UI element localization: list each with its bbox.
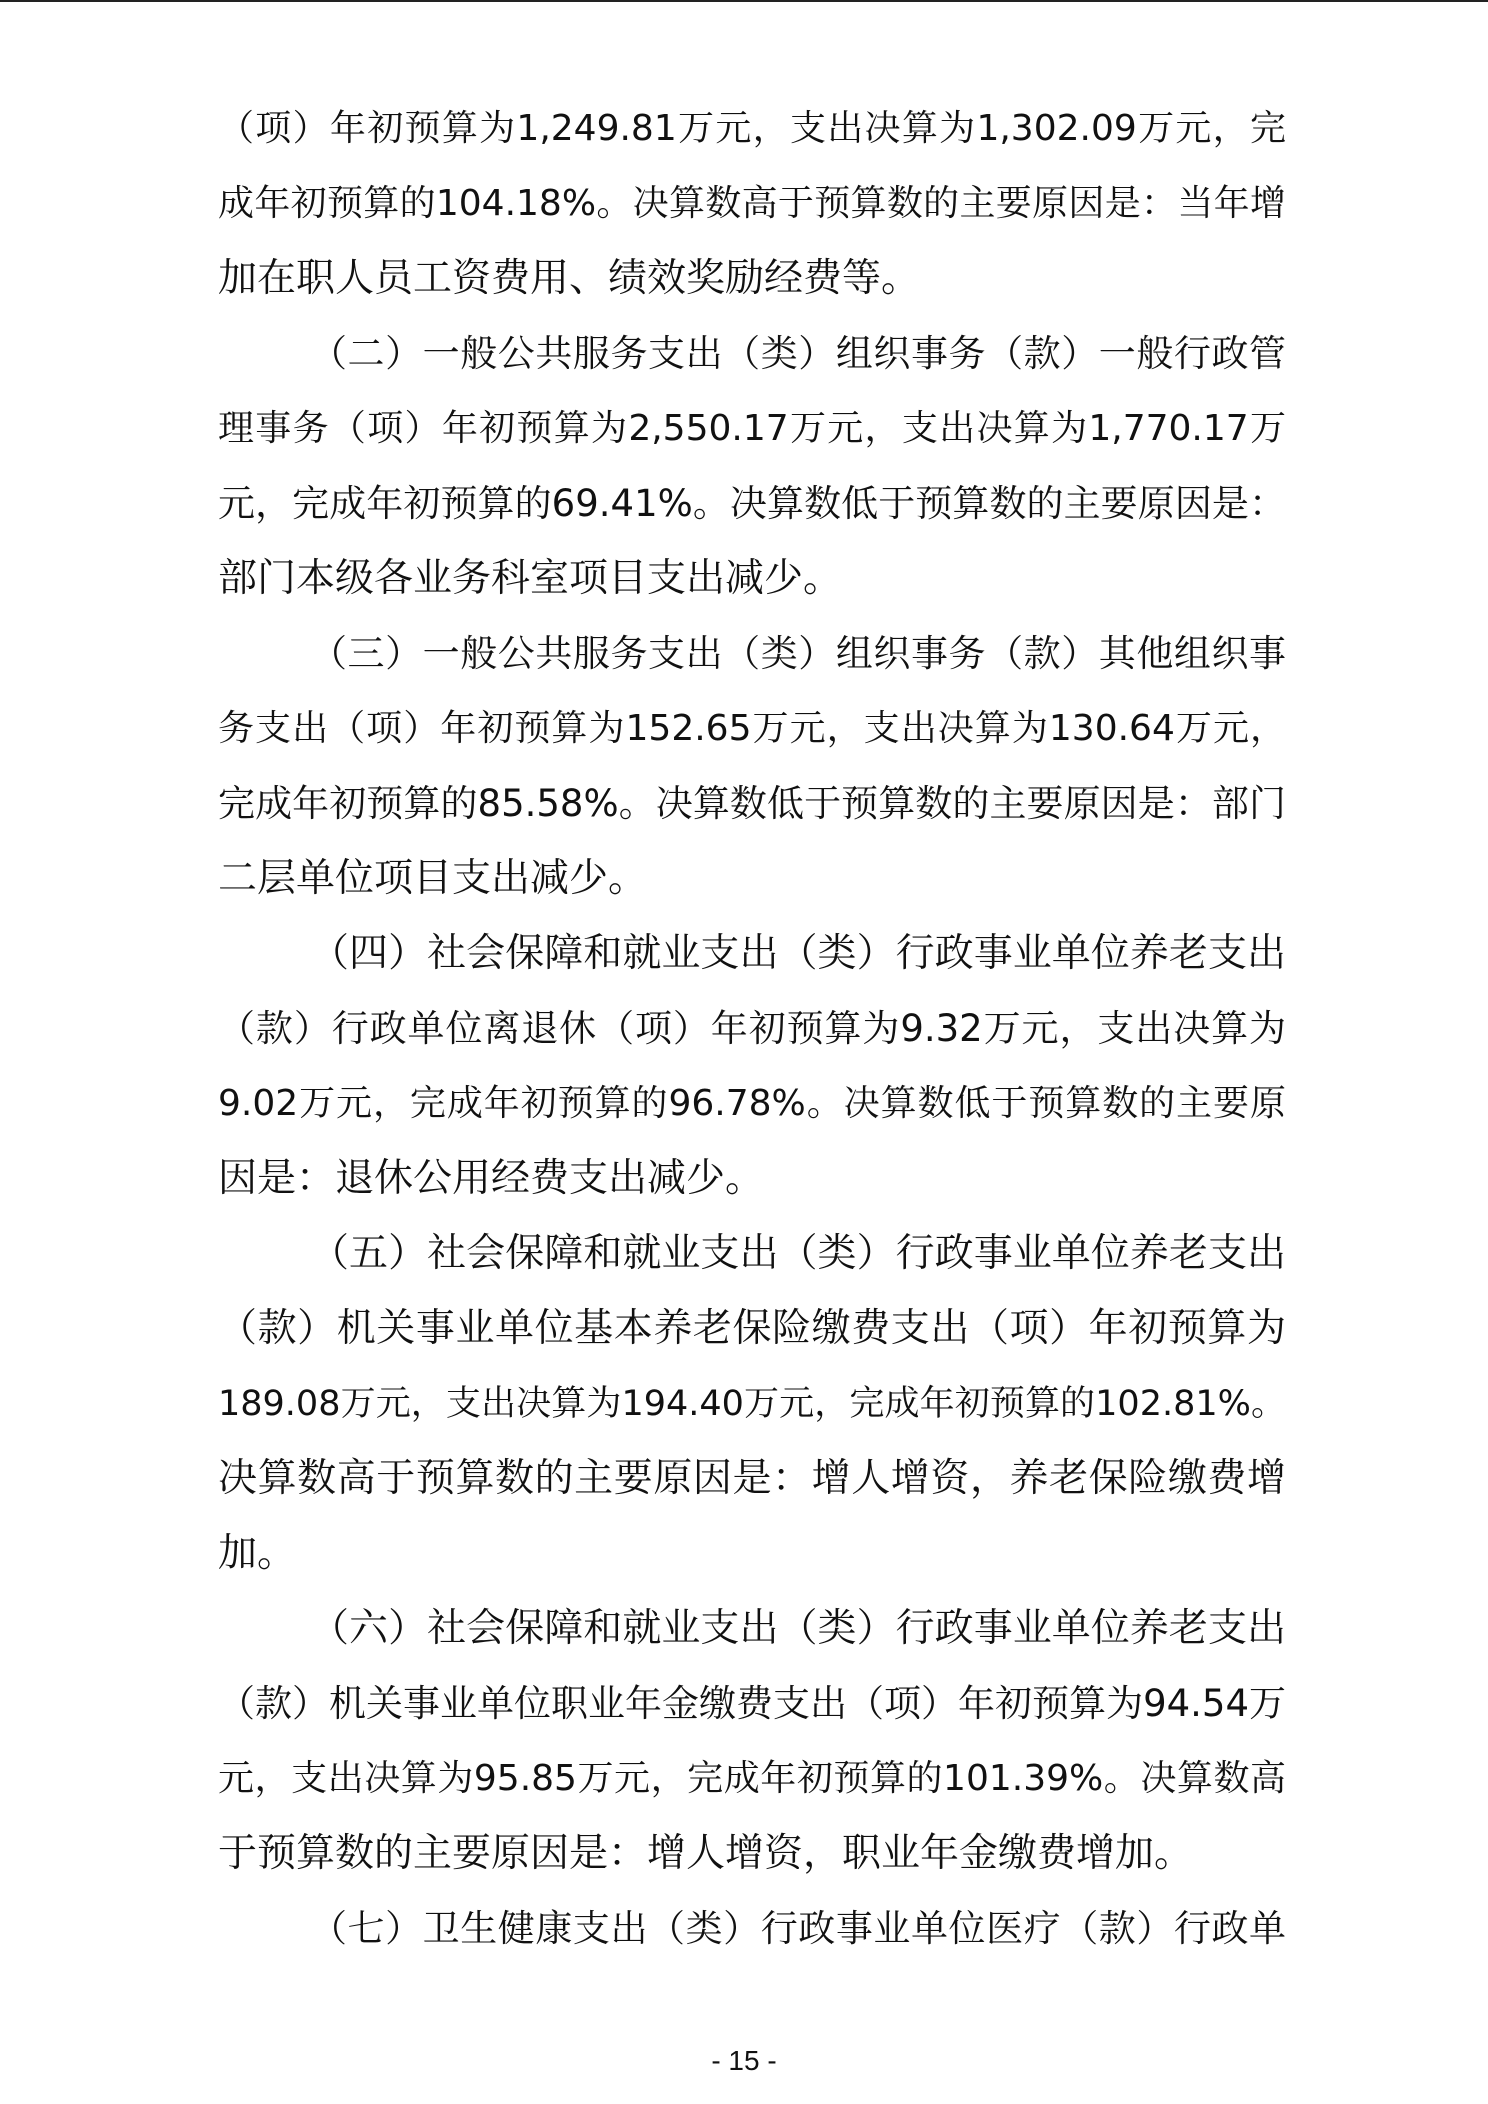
text-line: 加在职人员工资费用、绩效奖励经费等。 xyxy=(218,256,921,301)
text-line: 二层单位项目支出减少。 xyxy=(218,856,648,901)
document-body xyxy=(218,100,1286,1975)
text-line: （款）机关事业单位基本养老保险缴费支出（项）年初预算为 xyxy=(218,1306,1286,1351)
text-line: （三）一般公共服务支出（类）组织事务（款）其他组织事 xyxy=(310,632,1286,675)
paragraph-expense-item-1-continuation xyxy=(218,100,1286,325)
text-line: 因是：退休公用经费支出减少。 xyxy=(218,1156,765,1201)
text-line: （项）年初预算为1,249.81万元，支出决算为1,302.09万元，完 xyxy=(218,108,1286,149)
text-line: 加。 xyxy=(218,1531,297,1576)
text-line: （七）卫生健康支出（类）行政事业单位医疗（款）行政单 xyxy=(310,1907,1286,1950)
text-line: 189.08万元，支出决算为194.40万元，完成年初预算的102.81%。 xyxy=(218,1384,1286,1424)
text-line: （二）一般公共服务支出（类）组织事务（款）一般行政管 xyxy=(310,332,1286,375)
paragraph-expense-item-4 xyxy=(218,925,1286,1225)
text-line: （五）社会保障和就业支出（类）行政事业单位养老支出 xyxy=(310,1231,1286,1276)
paragraph-expense-item-5 xyxy=(218,1225,1286,1600)
paragraph-expense-item-6 xyxy=(218,1600,1286,1900)
text-line: （款）机关事业单位职业年金缴费支出（项）年初预算为94.54万 xyxy=(218,1682,1286,1725)
paragraph-expense-item-3 xyxy=(218,625,1286,925)
text-line: 成年初预算的104.18%。决算数高于预算数的主要原因是：当年增 xyxy=(218,183,1286,224)
text-line: 部门本级各业务科室项目支出减少。 xyxy=(218,556,843,601)
text-line: 元，支出决算为95.85万元，完成年初预算的101.39%。决算数高 xyxy=(218,1758,1286,1799)
text-line: （款）行政单位离退休（项）年初预算为9.32万元，支出决算为 xyxy=(218,1007,1286,1050)
text-line: 元，完成年初预算的69.41%。决算数低于预算数的主要原因是： xyxy=(218,482,1286,525)
page-number: - 15 - xyxy=(711,2045,777,2076)
page-top-border xyxy=(0,0,1488,2)
text-line: （四）社会保障和就业支出（类）行政事业单位养老支出 xyxy=(310,931,1286,976)
text-line: 务支出（项）年初预算为152.65万元，支出决算为130.64万元， xyxy=(218,708,1286,749)
text-line: 9.02万元，完成年初预算的96.78%。决算数低于预算数的主要原 xyxy=(218,1083,1286,1124)
text-line: 理事务（项）年初预算为2,550.17万元，支出决算为1,770.17万 xyxy=(218,408,1286,449)
text-line: 决算数高于预算数的主要原因是：增人增资，养老保险缴费增 xyxy=(218,1456,1286,1501)
paragraph-expense-item-7 xyxy=(218,1900,1286,1975)
text-line: 于预算数的主要原因是：增人增资，职业年金缴费增加。 xyxy=(218,1831,1194,1876)
text-line: （六）社会保障和就业支出（类）行政事业单位养老支出 xyxy=(310,1606,1286,1651)
paragraph-expense-item-2 xyxy=(218,325,1286,625)
text-line: 完成年初预算的85.58%。决算数低于预算数的主要原因是：部门 xyxy=(218,782,1286,825)
